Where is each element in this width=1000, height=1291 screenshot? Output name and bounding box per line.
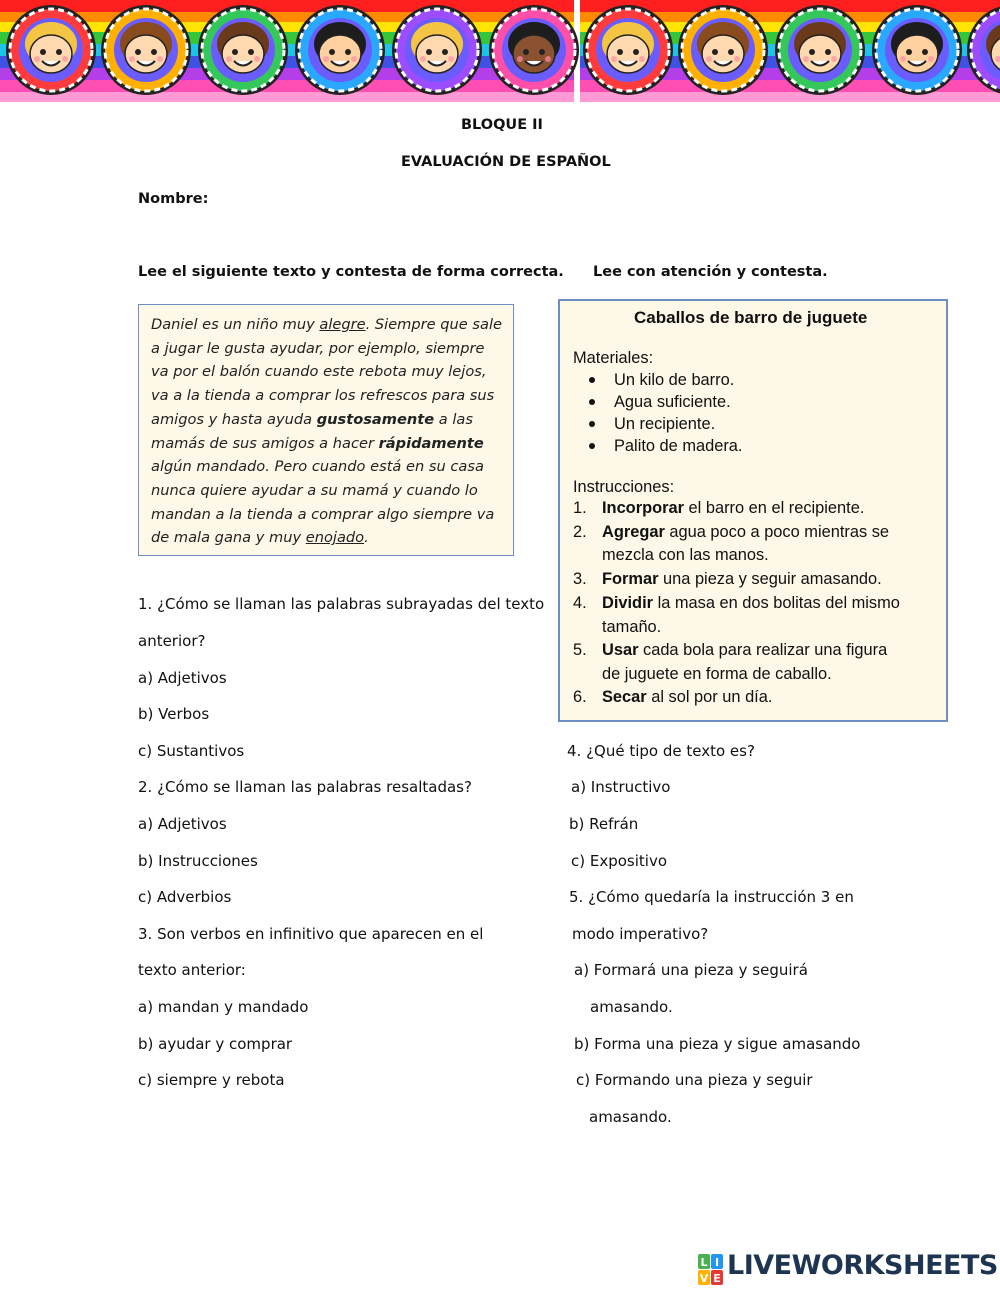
recipe-box xyxy=(558,299,948,722)
page-title: EVALUACIÓN DE ESPAÑOL xyxy=(401,154,611,170)
answer-option[interactable]: a) Adjetivos xyxy=(138,815,227,833)
header-banner xyxy=(0,0,1000,102)
kid-face-icon xyxy=(197,4,289,96)
bullet-icon xyxy=(589,421,595,427)
answer-option[interactable]: a) Formará una pieza y seguirá xyxy=(574,961,808,979)
story-text: . Siempre que sale a jugar le gusta ayudar, por ejemplo, siempre va por el balón cuando este rebota muy lejos, va a la tienda a comprar los refrescos para sus amigos y hasta ayuda xyxy=(151,316,502,428)
step-verb: Usar xyxy=(602,641,639,659)
question-4: 4. ¿Qué tipo de texto es? xyxy=(567,742,755,760)
kid-face-icon xyxy=(5,4,97,96)
step-text: al sol por un día. xyxy=(646,688,773,706)
answer-option-continued: amasando. xyxy=(589,1108,672,1126)
answer-option-continued: amasando. xyxy=(590,998,673,1016)
instruction-left: Lee el siguiente texto y contesta de forma correcta. xyxy=(138,264,564,280)
story-text: . xyxy=(364,529,369,547)
step-verb: Formar xyxy=(602,570,659,588)
answer-option[interactable]: b) Instrucciones xyxy=(138,852,258,870)
step-text-continued: tamaño. xyxy=(602,618,662,636)
material-item: Agua suficiente. xyxy=(614,393,731,411)
answer-option[interactable]: c) Sustantivos xyxy=(138,742,245,760)
story-text: Daniel es un niño muy xyxy=(151,316,320,333)
question-5-continued: modo imperativo? xyxy=(572,925,709,943)
story-text: a las mamás de sus amigos a hacer xyxy=(151,410,473,452)
step-verb: Agregar xyxy=(602,523,665,541)
step-2 xyxy=(602,523,889,542)
answer-option[interactable]: c) siempre y rebota xyxy=(138,1071,285,1089)
answer-option[interactable]: b) Refrán xyxy=(569,815,639,833)
material-item: Palito de madera. xyxy=(614,437,743,455)
logo-letter: V xyxy=(699,1272,709,1285)
step-5 xyxy=(602,641,887,660)
story-box xyxy=(138,304,514,556)
question-2: 2. ¿Cómo se llaman las palabras resaltadas? xyxy=(138,778,472,796)
kid-face-icon xyxy=(966,4,1000,96)
step-text-continued: mezcla con las manos. xyxy=(602,546,769,564)
step-number: 6. xyxy=(573,688,587,706)
step-number: 4. xyxy=(573,594,587,612)
kid-face-icon xyxy=(391,4,483,96)
kid-face-icon xyxy=(488,4,580,96)
bold-word-gustosamente: gustosamente xyxy=(316,410,435,428)
answer-option[interactable]: c) Formando una pieza y seguir xyxy=(576,1071,813,1089)
step-3 xyxy=(602,570,882,589)
kid-face-icon xyxy=(294,4,386,96)
bullet-icon xyxy=(589,399,595,405)
answer-option[interactable]: c) Expositivo xyxy=(571,852,668,870)
instruction-right: Lee con atención y contesta. xyxy=(593,264,828,280)
name-label: Nombre: xyxy=(138,191,209,207)
bullet-icon xyxy=(589,443,595,449)
answer-option[interactable]: a) Instructivo xyxy=(571,778,671,796)
instructions-label: Instrucciones: xyxy=(573,478,675,496)
kid-face-icon xyxy=(774,4,866,96)
step-verb: Incorporar xyxy=(602,499,684,517)
step-text: la masa en dos bolitas del mismo xyxy=(653,594,900,612)
answer-option[interactable]: c) Adverbios xyxy=(138,888,232,906)
logo-letter: I xyxy=(714,1256,720,1269)
step-text: cada bola para realizar una figura xyxy=(638,641,888,659)
question-5: 5. ¿Cómo quedaría la instrucción 3 en xyxy=(569,888,854,906)
step-number: 5. xyxy=(573,641,587,659)
kid-face-icon xyxy=(100,4,192,96)
kid-face-icon xyxy=(582,4,674,96)
step-verb: Dividir xyxy=(602,594,654,612)
liveworksheets-logo-text: LIVEWORKSHEETS xyxy=(727,1250,998,1281)
materials-label: Materiales: xyxy=(573,349,654,367)
material-item: Un kilo de barro. xyxy=(614,371,735,389)
step-text: agua poco a poco mientras se xyxy=(664,523,890,541)
step-6 xyxy=(602,688,772,707)
liveworksheets-logo-icon xyxy=(698,1254,724,1286)
answer-option[interactable]: a) mandan y mandado xyxy=(138,998,309,1016)
question-3-continued: texto anterior: xyxy=(138,961,246,979)
bold-word-rapidamente: rápidamente xyxy=(378,434,484,452)
story-text: algún mandado. Pero cuando está en su casa nunca quiere ayudar a su mamá y cuando lo mandan a la tienda a comprar algo siempre va de mala gana y muy xyxy=(151,458,495,547)
bullet-icon xyxy=(589,377,595,383)
answer-option[interactable]: b) Verbos xyxy=(138,705,210,723)
underlined-word-enojado: enojado xyxy=(305,529,365,547)
step-1 xyxy=(602,499,864,518)
underlined-word-alegre: alegre xyxy=(319,316,366,333)
step-number: 3. xyxy=(573,570,587,588)
logo-letter: E xyxy=(713,1272,721,1285)
kid-face-icon xyxy=(677,4,769,96)
step-text-continued: de juguete en forma de caballo. xyxy=(602,665,832,683)
kid-face-icon xyxy=(871,4,963,96)
question-3: 3. Son verbos en infinitivo que aparecen en el xyxy=(138,925,484,943)
recipe-title: Caballos de barro de juguete xyxy=(634,308,868,327)
logo-letter: L xyxy=(700,1256,708,1269)
step-verb: Secar xyxy=(602,688,647,706)
answer-option[interactable]: b) Forma una pieza y sigue amasando xyxy=(574,1035,861,1053)
step-text: el barro en el recipiente. xyxy=(683,499,865,517)
step-number: 1. xyxy=(573,499,587,517)
block-title: BLOQUE II xyxy=(461,117,543,133)
answer-option[interactable]: b) ayudar y comprar xyxy=(138,1035,293,1053)
step-number: 2. xyxy=(573,523,587,541)
material-item: Un recipiente. xyxy=(614,415,716,433)
step-4 xyxy=(602,594,900,613)
question-1-continued: anterior? xyxy=(138,632,206,650)
question-1: 1. ¿Cómo se llaman las palabras subrayadas del texto xyxy=(138,595,545,613)
answer-option[interactable]: a) Adjetivos xyxy=(138,669,227,687)
step-text: una pieza y seguir amasando. xyxy=(658,570,882,588)
